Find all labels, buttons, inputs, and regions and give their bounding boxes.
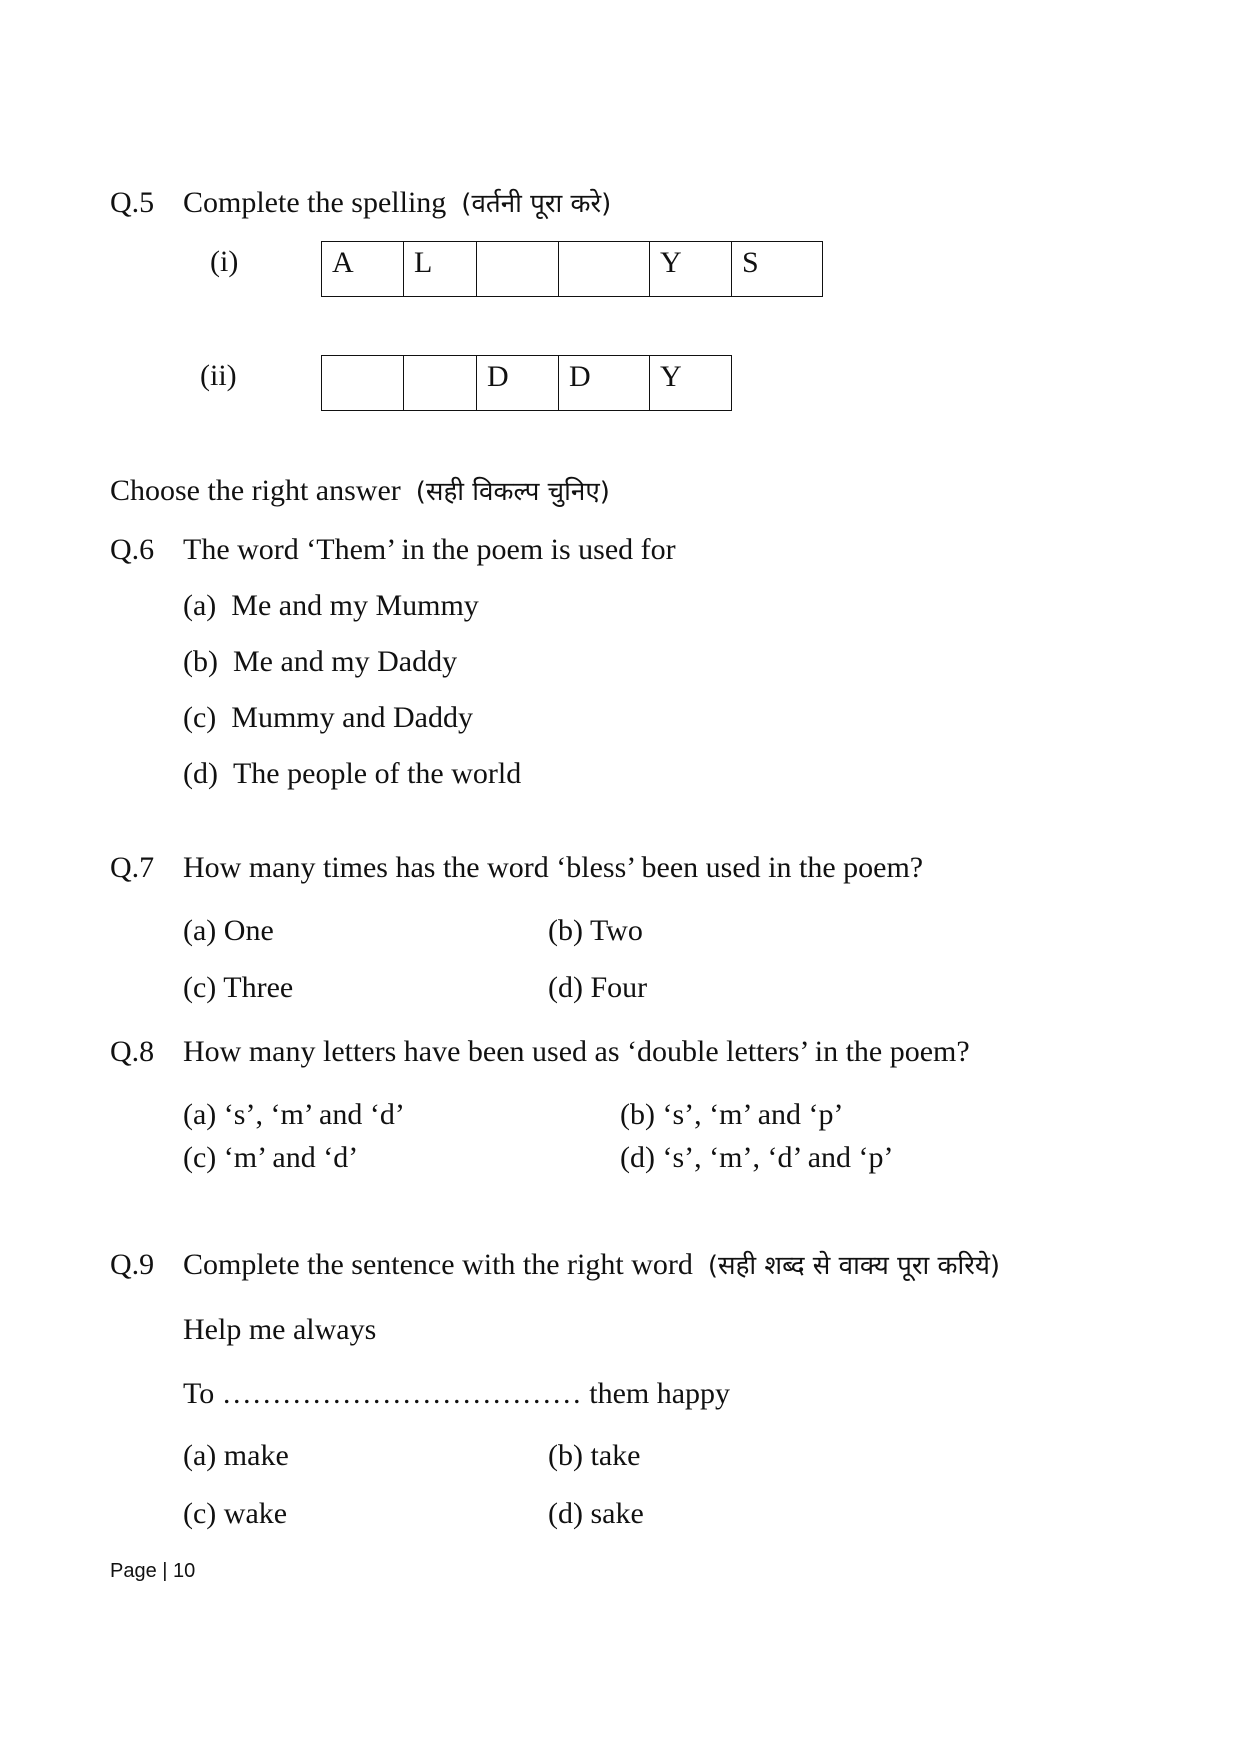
q6-option-b[interactable] xyxy=(183,647,457,677)
q9-line-2: To ……………………………… them happy xyxy=(183,1377,731,1410)
q6-option-d[interactable] xyxy=(183,759,521,789)
q9-text: Complete the sentence with the right word xyxy=(183,1248,693,1281)
q9-option-d[interactable]: (d) sake xyxy=(548,1497,644,1530)
letter-box[interactable]: Y xyxy=(650,356,732,411)
q9-number: Q.9 xyxy=(110,1248,155,1281)
q9-option-a[interactable]: (a) make xyxy=(183,1439,289,1472)
section-text: Choose the right answer xyxy=(110,474,401,507)
q8-question: How many letters have been used as ‘double letters’ in the poem? xyxy=(183,1035,970,1068)
letter-box[interactable]: D xyxy=(477,356,559,411)
q5-row2-label: (ii) xyxy=(200,359,237,392)
q7-option-d[interactable]: (d) Four xyxy=(548,971,648,1004)
q7-option-b[interactable]: (b) Two xyxy=(548,914,643,947)
q8-option-c[interactable]: (c) ‘m’ and ‘d’ xyxy=(183,1141,359,1174)
q9-question xyxy=(183,1250,1000,1280)
q7-question: How many times has the word ‘bless’ been used in the poem? xyxy=(183,851,924,884)
letter-box[interactable] xyxy=(477,242,559,297)
q8-option-d[interactable]: (d) ‘s’, ‘m’, ‘d’ and ‘p’ xyxy=(620,1141,894,1174)
q8-option-a[interactable]: (a) ‘s’, ‘m’ and ‘d’ xyxy=(183,1098,405,1131)
q9-line-1: Help me always xyxy=(183,1313,377,1346)
q7-option-a[interactable]: (a) One xyxy=(183,914,274,947)
option-letter: (b) xyxy=(183,645,218,678)
q6-option-c[interactable] xyxy=(183,703,473,733)
q5-question xyxy=(183,188,611,218)
option-letter: (d) xyxy=(183,757,218,790)
q6-option-a[interactable] xyxy=(183,591,479,621)
letter-box[interactable]: Y xyxy=(650,242,732,297)
q6-number: Q.6 xyxy=(110,533,155,566)
q7-number: Q.7 xyxy=(110,851,155,884)
option-text: The people of the world xyxy=(232,757,522,790)
q5-row1-label: (i) xyxy=(210,245,239,278)
q5-text: Complete the spelling xyxy=(183,186,447,219)
q9-hindi: (सही शब्द से वाक्य पूरा करिये) xyxy=(707,1251,1001,1281)
letter-box[interactable]: L xyxy=(404,242,477,297)
option-text: Mummy and Daddy xyxy=(231,701,473,734)
spelling-grid-2 xyxy=(321,355,732,411)
q9-option-b[interactable]: (b) take xyxy=(548,1439,641,1472)
option-text: Me and my Daddy xyxy=(232,645,458,678)
q5-number: Q.5 xyxy=(110,186,155,219)
option-letter: (a) xyxy=(183,589,217,622)
letter-box[interactable] xyxy=(404,356,477,411)
q5-hindi: (वर्तनी पूरा करे) xyxy=(461,189,612,219)
q8-number: Q.8 xyxy=(110,1035,155,1068)
q8-option-b[interactable]: (b) ‘s’, ‘m’ and ‘p’ xyxy=(620,1098,844,1131)
letter-box[interactable] xyxy=(559,242,650,297)
option-letter: (c) xyxy=(183,701,217,734)
letter-box[interactable]: D xyxy=(559,356,650,411)
letter-box[interactable]: S xyxy=(732,242,823,297)
spelling-grid-1 xyxy=(321,241,823,297)
letter-box[interactable] xyxy=(322,356,404,411)
page-number: Page | 10 xyxy=(110,1560,196,1582)
q9-option-c[interactable]: (c) wake xyxy=(183,1497,288,1530)
section-heading xyxy=(110,476,610,506)
letter-box[interactable]: A xyxy=(322,242,404,297)
q7-option-c[interactable]: (c) Three xyxy=(183,971,294,1004)
section-hindi: (सही विकल्प चुनिए) xyxy=(415,477,610,507)
option-text: Me and my Mummy xyxy=(231,589,479,622)
q6-question: The word ‘Them’ in the poem is used for xyxy=(183,533,676,566)
